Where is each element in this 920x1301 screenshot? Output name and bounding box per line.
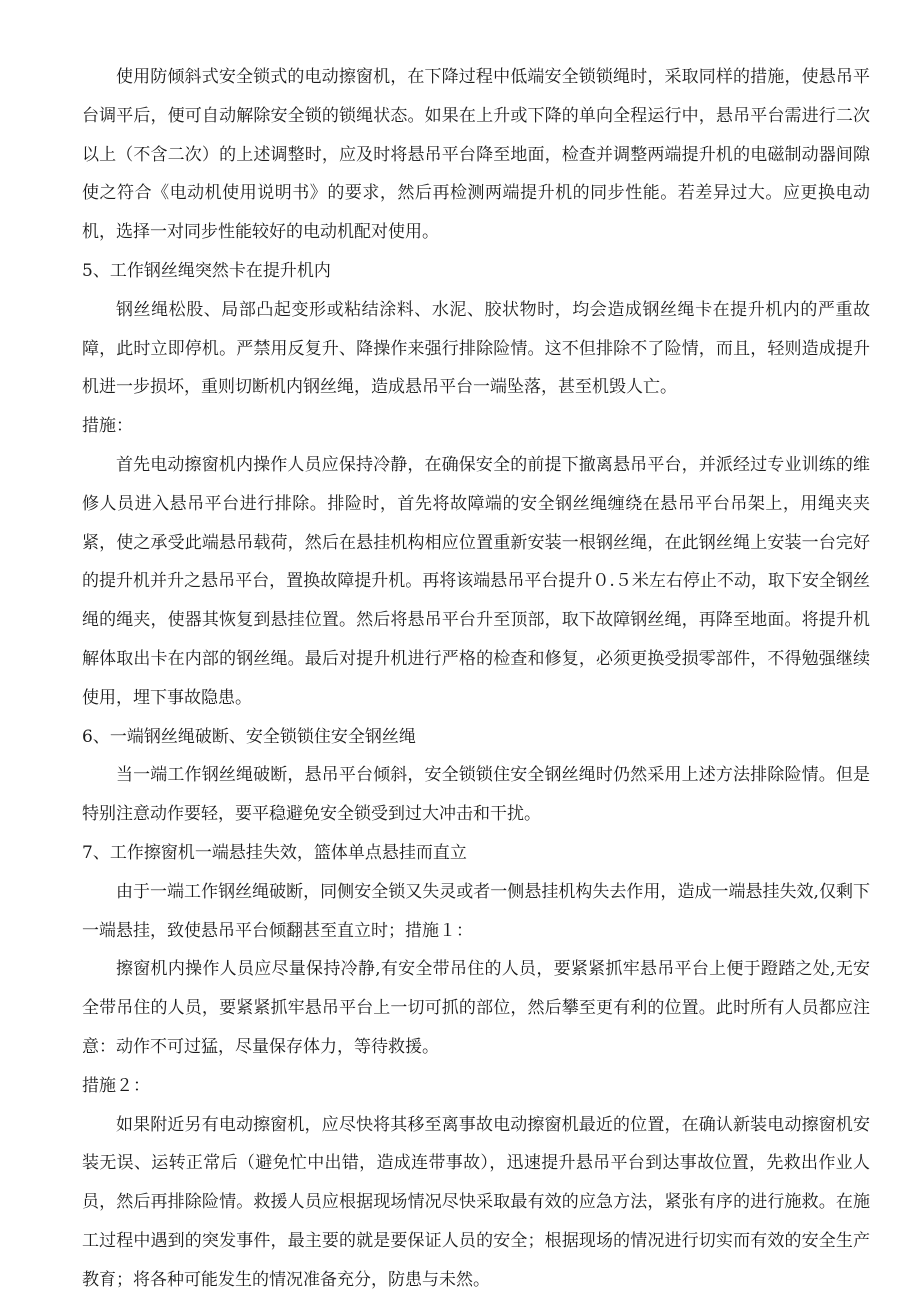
section-heading-6: 6、一端钢丝绳破断、安全锁锁住安全钢丝绳: [82, 726, 416, 747]
paragraph-intro: 使用防倾斜式安全锁式的电动擦窗机，在下降过程中低端安全锁锁绳时，采取同样的措施，使悬吊平台调平后，便可自动解除安全锁的锁绳状态。如果在上升或下降的单向全程运行中，悬吊平台需进行二次以上（不含二次）的上述调整时，应及时将悬吊平台降至地面，检查并调整两端提升机的电磁制动器间隙使之符合《电动机使用说明书》的要求，然后再检测两端提升机的同步性能。若差异过大。应更换电动机，选择一对同步性能较好的电动机配对使用。: [82, 67, 870, 243]
section-heading-7: 7、工作擦窗机一端悬挂失效，篮体单点悬挂而直立: [82, 842, 467, 863]
document-page: [82, 58, 870, 1300]
paragraph-section-7: 由于一端工作钢丝绳破断，同侧安全锁又失灵或者一侧悬挂机构失去作用，造成一端悬挂失效,仅剩下一端悬挂，致使悬吊平台倾翻甚至直立时；措施１：: [82, 881, 870, 941]
measures-heading: 措施：: [82, 416, 133, 437]
paragraph-measures: 首先电动擦窗机内操作人员应保持冷静，在确保安全的前提下撤离悬吊平台，并派经过专业训练的维修人员进入悬吊平台进行排除。排险时，首先将故障端的安全钢丝绳缠绕在悬吊平台吊架上，用绳夹夹紧，使之承受此端悬吊载荷，然后在悬挂机构相应位置重新安装一根钢丝绳，在此钢丝绳上安装一台完好的提升机并升之悬吊平台，置换故障提升机。再将该端悬吊平台提升０.５米左右停止不动，取下安全钢丝绳的绳夹，使器其恢复到悬挂位置。然后将悬吊平台升至顶部，取下故障钢丝绳，再降至地面。将提升机解体取出卡在内部的钢丝绳。最后对提升机进行严格的检查和修复，必须更换受损零部件，不得勉强继续使用，埋下事故隐患。: [82, 454, 870, 708]
paragraph-section-6: 当一端工作钢丝绳破断，悬吊平台倾斜，安全锁锁住安全钢丝绳时仍然采用上述方法排除险情。但是特别注意动作要轻，要平稳避免安全锁受到过大冲击和干扰。: [82, 765, 870, 825]
paragraph-measure-1: 擦窗机内操作人员应尽量保持冷静,有安全带吊住的人员，要紧紧抓牢悬吊平台上便于蹬踏之处,无安全带吊住的人员，要紧紧抓牢悬吊平台上一切可抓的部位，然后攀至更有利的位置。此时所有人员都应注意：动作不可过猛，尽量保存体力，等待救援。: [82, 959, 870, 1057]
section-heading-5: 5、工作钢丝绳突然卡在提升机内: [82, 260, 331, 281]
paragraph-measure-2: 如果附近另有电动擦窗机，应尽快将其移至离事故电动擦窗机最近的位置，在确认新装电动擦窗机安装无误、运转正常后（避免忙中出错，造成连带事故），迅速提升悬吊平台到达事故位置，先救出作业人员，然后再排除险情。救援人员应根据现场情况尽快采取最有效的应急方法，紧张有序的进行施救。在施工过程中遇到的突发事件，最主要的就是要保证人员的安全；根据现场的情况进行切实而有效的安全生产教育；将各种可能发生的情况准备充分，防患与未然。: [82, 1114, 870, 1290]
measure-2-heading: 措施２：: [82, 1075, 150, 1096]
paragraph-section-5: 钢丝绳松股、局部凸起变形或粘结涂料、水泥、胶状物时，均会造成钢丝绳卡在提升机内的严重故障，此时立即停机。严禁用反复升、降操作来强行排除险情。这不但排除不了险情，而且，轻则造成提升机进一步损坏，重则切断机内钢丝绳，造成悬吊平台一端坠落，甚至机毁人亡。: [82, 299, 870, 398]
